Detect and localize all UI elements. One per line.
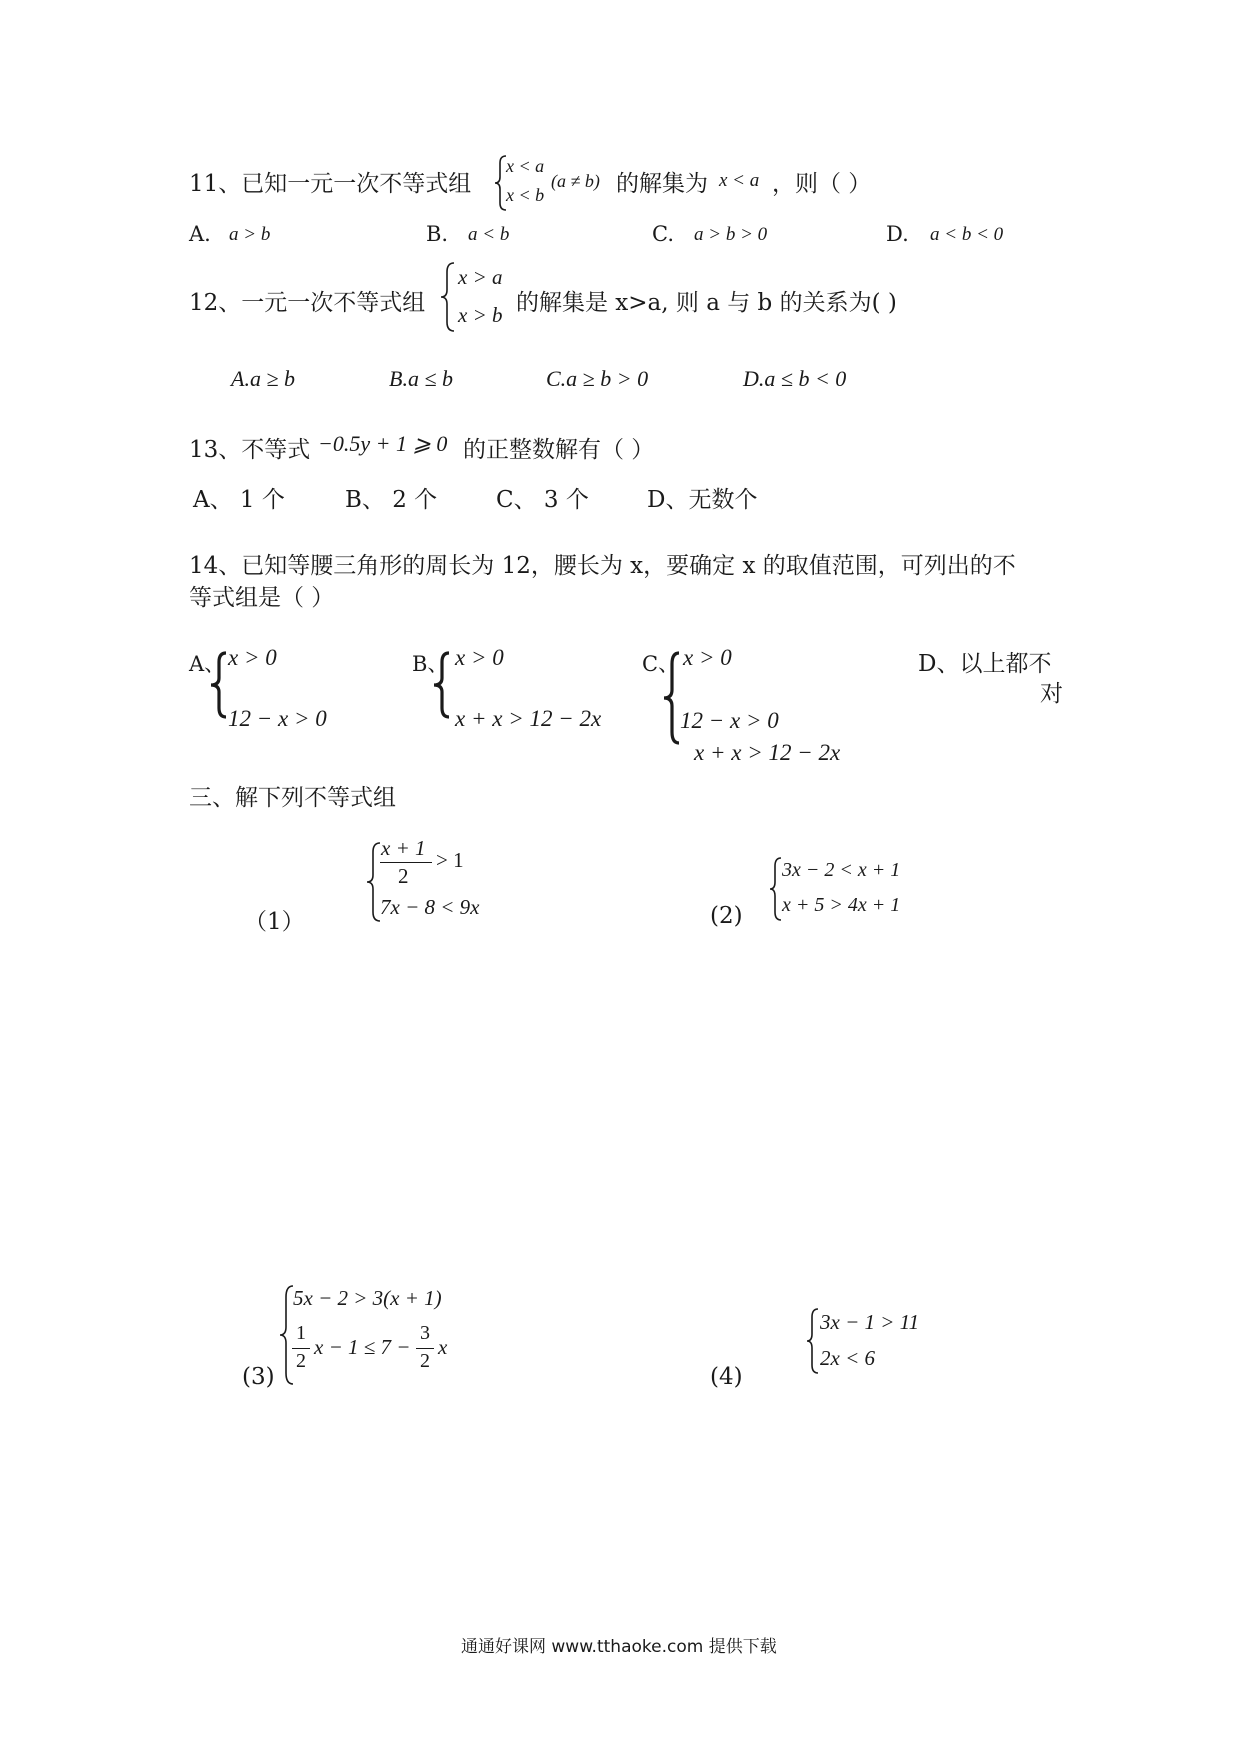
problem4-line2: 2x < 6 <box>820 1346 875 1370</box>
q14-line1: 14、已知等腰三角形的周长为 12，腰长为 x，要确定 x 的取值范围，可列出的不 <box>189 553 1016 579</box>
q12-sys-line2: x > b <box>458 303 503 327</box>
q12-suffix: 的解集是 x>a, 则 a 与 b 的关系为( ) <box>516 290 897 316</box>
problem4-brace <box>806 1308 820 1374</box>
q11-condition: (a ≠ b) <box>551 171 600 191</box>
q11-mid-text: 的解集为 <box>616 171 708 197</box>
q12-option-b: B.a ≤ b <box>389 366 454 391</box>
problem2-brace <box>769 857 783 921</box>
q13-option-a: A、 1 个 <box>193 487 285 513</box>
q11-prefix: 11、已知一元一次不等式组 <box>189 171 472 197</box>
problem2-line2: x + 5 > 4x + 1 <box>782 894 901 916</box>
problem3-frac1-bar <box>292 1348 310 1349</box>
q14-option-c-line1: x > 0 <box>683 645 732 670</box>
problem1-label: （1） <box>244 909 305 935</box>
q14-option-b-brace <box>431 650 451 720</box>
problem3-label: (3) <box>242 1364 275 1390</box>
q14-option-d-label: D、以上都不 <box>918 651 1052 677</box>
problem3-frac2-denominator: 2 <box>420 1350 430 1372</box>
q13-suffix: 的正整数解有（ ） <box>463 437 655 463</box>
q11-suffix: ，则（ ） <box>772 171 872 197</box>
q12-option-c: C.a ≥ b > 0 <box>546 366 649 391</box>
q11-option-c-expr: a > b > 0 <box>694 224 768 245</box>
q11-option-d-label: D. <box>886 222 909 246</box>
q13-prefix: 13、不等式 <box>189 437 311 463</box>
q14-option-b-line2: x + x > 12 − 2x <box>455 706 602 731</box>
q12-brace <box>440 262 456 332</box>
q14-option-b-line1: x > 0 <box>455 645 504 670</box>
q14-option-a-label: A、 <box>189 652 226 676</box>
q13-option-d: D、无数个 <box>647 487 758 513</box>
q14-option-a-line2: 12 − x > 0 <box>228 706 327 731</box>
q11-solution: x < a <box>719 170 760 191</box>
q12-sys-line1: x > a <box>458 265 503 289</box>
problem3-frac2-numerator: 3 <box>420 1322 430 1344</box>
q11-option-a-expr: a > b <box>229 224 271 245</box>
q13-expression: −0.5y + 1 ⩾ 0 <box>318 431 448 456</box>
problem1-numerator: x + 1 <box>381 836 426 860</box>
q14-option-a-brace <box>208 650 228 720</box>
section3-title: 三、解下列不等式组 <box>189 785 396 811</box>
q14-option-c-line2: 12 − x > 0 <box>680 708 779 733</box>
problem4-line1: 3x − 1 > 11 <box>820 1310 920 1334</box>
q11-option-b-label: B. <box>426 222 449 246</box>
q14-option-c-brace <box>661 650 681 746</box>
problem3-middle: x − 1 ≤ 7 − <box>314 1335 411 1359</box>
q12-option-a: A.a ≥ b <box>231 366 296 391</box>
problem3-end: x <box>438 1335 448 1359</box>
problem1-relation: > 1 <box>436 848 464 872</box>
q12-option-d: D.a ≤ b < 0 <box>743 366 847 391</box>
problem3-frac2-bar <box>416 1348 434 1349</box>
q13-option-c: C、 3 个 <box>496 487 589 513</box>
q11-sys-line1: x < a <box>506 156 545 176</box>
footer-text: 通通好课网 www.tthaoke.com 提供下载 <box>461 1637 777 1657</box>
q12-prefix: 12、一元一次不等式组 <box>189 290 426 316</box>
q14-option-c-label: C、 <box>642 652 680 676</box>
q11-option-d-expr: a < b < 0 <box>930 224 1004 245</box>
problem3-frac1-numerator: 1 <box>296 1322 306 1344</box>
problem3-frac1-denominator: 2 <box>296 1350 306 1372</box>
q14-option-a-line1: x > 0 <box>228 645 277 670</box>
problem1-fraction-bar <box>380 862 432 863</box>
problem2-line1: 3x − 2 < x + 1 <box>782 859 901 881</box>
problem1-denominator: 2 <box>398 864 409 888</box>
problem3-line1: 5x − 2 > 3(x + 1) <box>293 1286 442 1310</box>
problem4-label: (4) <box>710 1364 743 1390</box>
problem1-line2: 7x − 8 < 9x <box>380 895 480 919</box>
q11-option-a-label: A. <box>189 222 211 246</box>
q13-option-b: B、 2 个 <box>345 487 438 513</box>
problem2-label: (2) <box>710 903 743 929</box>
q11-option-c-label: C. <box>652 222 674 246</box>
q14-option-d-label-wrap: 对 <box>1040 681 1063 707</box>
q11-option-b-expr: a < b <box>468 224 510 245</box>
q14-line2: 等式组是（ ） <box>189 585 335 611</box>
q14-option-b-label: B、 <box>412 652 449 676</box>
q14-option-c-line3: x + x > 12 − 2x <box>694 740 841 765</box>
q11-sys-line2: x < b <box>506 185 545 205</box>
